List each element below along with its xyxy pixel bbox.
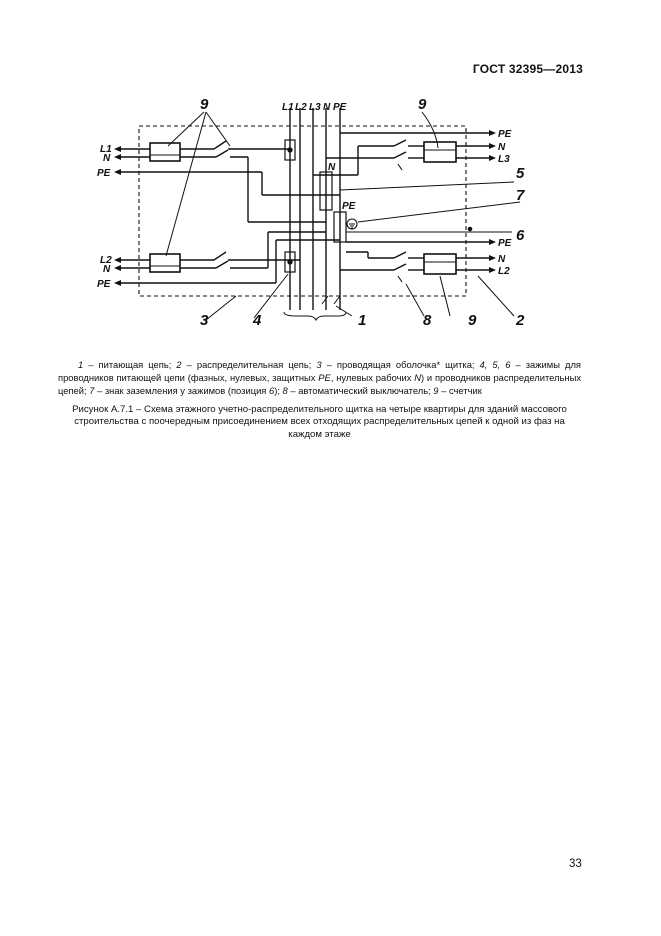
legend-text: ) и проводников распределительных цепей; [58,372,582,397]
left-label-pe-bottom: PE [97,279,111,290]
right-label-pe-top: PE [498,129,512,140]
left-label-pe-top: PE [97,168,111,179]
wiring-diagram [0,0,661,340]
supply-brace [284,312,346,320]
bus-label-pe: PE [333,102,347,113]
right-label-n-bottom: N [498,254,506,265]
callout-6: 6 [516,227,525,244]
legend-key: 1 [78,359,84,371]
callout-9-bottom: 9 [468,312,477,329]
standard-header: ГОСТ 32395—2013 [472,62,583,76]
callout-9-top-left: 9 [200,96,209,113]
terminal-label-n: N [328,162,336,173]
bus-label-n: N [323,102,331,113]
legend-text: – проводящая оболочка* щитка; [321,359,480,371]
legend-text: – знак заземления у зажимов (позиция [94,385,269,397]
legend-text: – питающая цепь; [83,359,177,371]
bus-label-l2: L2 [295,102,307,113]
legend-key: 6 [268,385,275,397]
terminal-label-pe: PE [342,201,356,212]
left-label-l2: L2 [100,255,112,266]
bottom-right-circuit [340,242,490,282]
figure-caption: Рисунок А.7.1 – Схема этажного учетно-распределительного щитка на четыре квартиры для зданий массового строительства с поочередным присоединением всех отходящих распределительных цепей к одной из фаз на каждом этаже [72,403,567,440]
callout-4: 4 [253,312,262,329]
left-label-n-bottom: N [103,264,111,275]
callout-5: 5 [516,165,525,182]
page-number: 33 [569,858,582,870]
right-label-l2: L2 [498,266,510,277]
legend-key: PE [318,372,331,384]
meter-top-right [424,142,456,162]
legend-text: – счетчик [438,385,482,397]
legend-text: – автоматический выключатель; [287,385,434,397]
legend-key: 7 [89,385,95,397]
legend-key: 3 [316,359,322,371]
legend-key: N [414,372,421,384]
legend-text: ); [274,385,283,397]
callout-8: 8 [423,312,432,329]
callout-3: 3 [200,312,209,329]
callout-9-top-right: 9 [418,96,427,113]
left-label-l1: L1 [100,144,112,155]
bottom-left-circuit [120,232,340,283]
bus-label-l1: L1 [282,102,294,113]
legend-key: 2 [176,359,182,371]
callout-leaders [166,112,520,320]
callout-1: 1 [358,312,367,329]
legend-key: 4, 5, 6 [479,359,511,371]
legend-text: – зажимы для проводников питающей цепи (фазных, нулевых, защитных [58,359,582,384]
bus-label-l3: L3 [309,102,321,113]
legend-key: 9 [433,385,439,397]
arrowheads [114,130,496,286]
top-left-circuit [120,141,340,222]
meter-top-left [150,143,180,161]
legend-text: – распределительная цепь; [181,359,317,371]
legend-text: , нулевых рабочих [330,372,415,384]
right-label-pe-bottom: PE [498,238,512,249]
callout-2: 2 [516,312,525,329]
meter-bottom-right [424,254,456,274]
left-label-n-top: N [103,153,111,164]
legend-key: 8 [282,385,288,397]
callout-7: 7 [516,187,525,204]
right-label-n-top: N [498,142,506,153]
right-label-l3: L3 [498,154,510,165]
figure-legend [58,358,581,397]
meter-bottom-left [150,254,180,272]
